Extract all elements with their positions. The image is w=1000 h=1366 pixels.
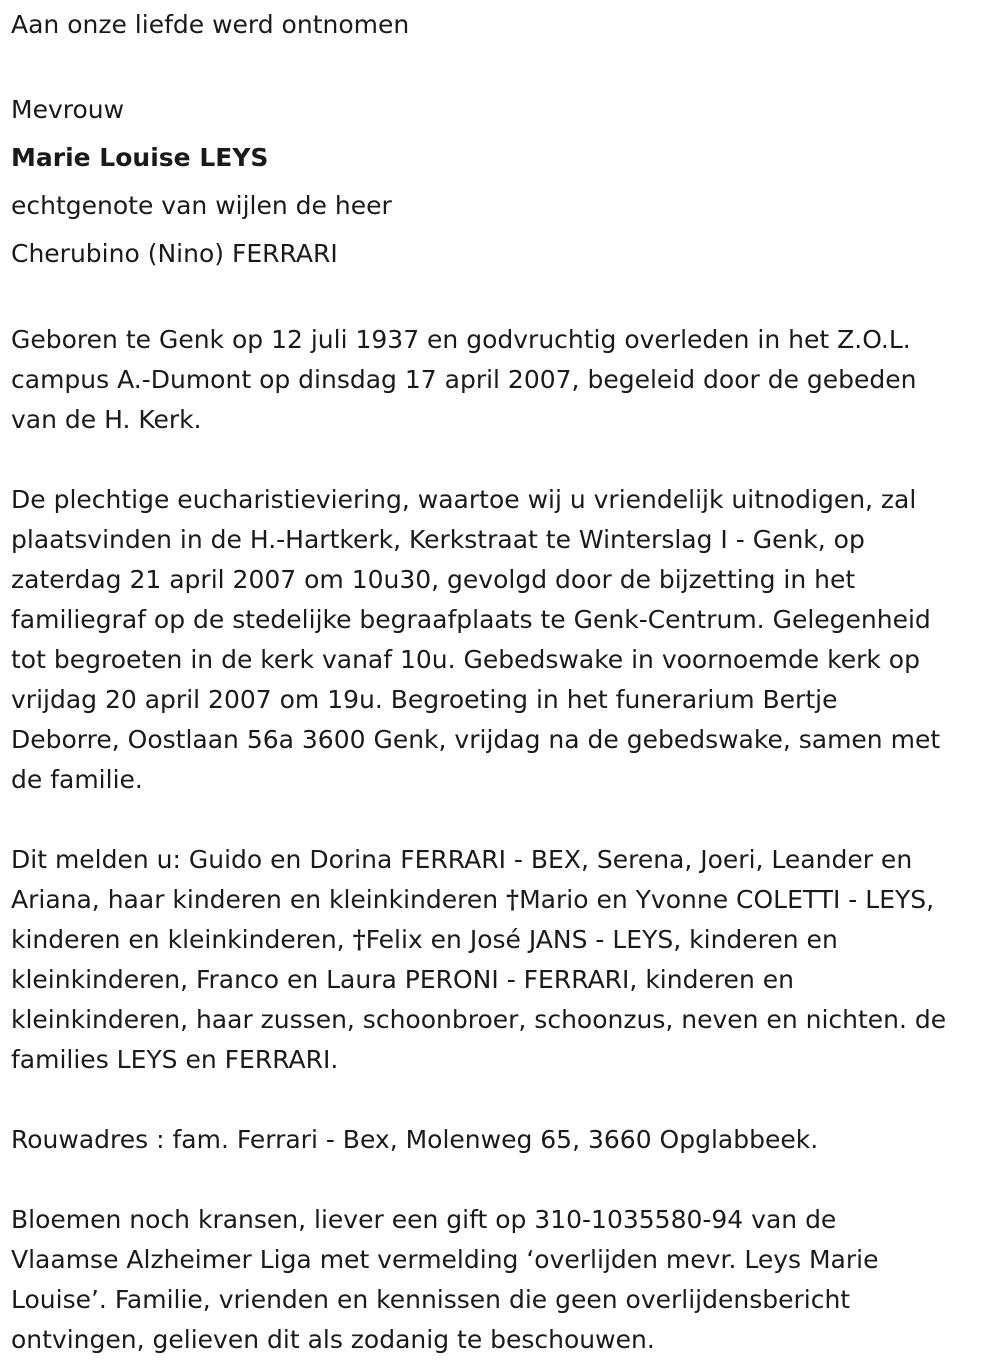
birth-death-paragraph: Geboren te Genk op 12 juli 1937 en godvruchtig overleden in het Z.O.L. campus A.-Dumont op dinsdag 17 april 2007, begeleid door de gebeden van de H. Kerk. [11, 325, 917, 434]
deceased-name: Marie Louise LEYS [11, 143, 269, 172]
salutation: Mevrouw [11, 95, 125, 124]
mourning-address: Rouwadres : fam. Ferrari - Bex, Molenweg 65, 3660 Opglabbeek. [11, 1125, 819, 1154]
cross-icon: † [506, 885, 520, 914]
family-paragraph [11, 840, 990, 1080]
cross-icon: † [352, 925, 366, 954]
intro-text: Aan onze liefde werd ontnomen [11, 10, 410, 39]
flowers-paragraph: Bloemen noch kransen, liever een gift op 310-1035580-94 van de Vlaamse Alzheimer Liga met vermelding ‘overlijden mevr. Leys Marie Louise’. Familie, vrienden en kennissen die geen overlijdensbericht ontvingen, gelieven dit als zodanig te beschouwen. [11, 1205, 879, 1354]
ceremony-paragraph: De plechtige eucharistieviering, waartoe wij u vriendelijk uitnodigen, zal plaatsvinden in de H.-Hartkerk, Kerkstraat te Winterslag I - Genk, op zaterdag 21 april 2007 om 10u30, gevolgd door de bijzetting in het familiegraf op de stedelijke begraafplaats te Genk-Centrum. Gelegenheid tot begroeten in de kerk vanaf 10u. Gebedswake in voornoemde kerk op vrijdag 20 april 2007 om 19u. Begroeting in het funerarium Bertje Deborre, Oostlaan 56a 3600 Genk, vrijdag na de gebedswake, samen met de familie. [11, 485, 941, 794]
family-text-part2: Mario en Yvonne COLETTI - LEYS, kinderen en kleinkinderen, [11, 885, 935, 954]
spouse-name: Cherubino (Nino) FERRARI [11, 239, 338, 268]
family-text-part3: Felix en José JANS - LEYS, kinderen en kleinkinderen, Franco en Laura PERONI - FERRARI, kinderen en kleinkinderen, haar zussen, schoonbroer, schoonzus, neven en nichten. de families LEYS en FERRARI. [11, 925, 947, 1074]
relation-line: echtgenote van wijlen de heer [11, 191, 392, 220]
family-text-part1: Dit melden u: Guido en Dorina FERRARI - BEX, Serena, Joeri, Leander en Ariana, haar kinderen en kleinkinderen [11, 845, 913, 914]
